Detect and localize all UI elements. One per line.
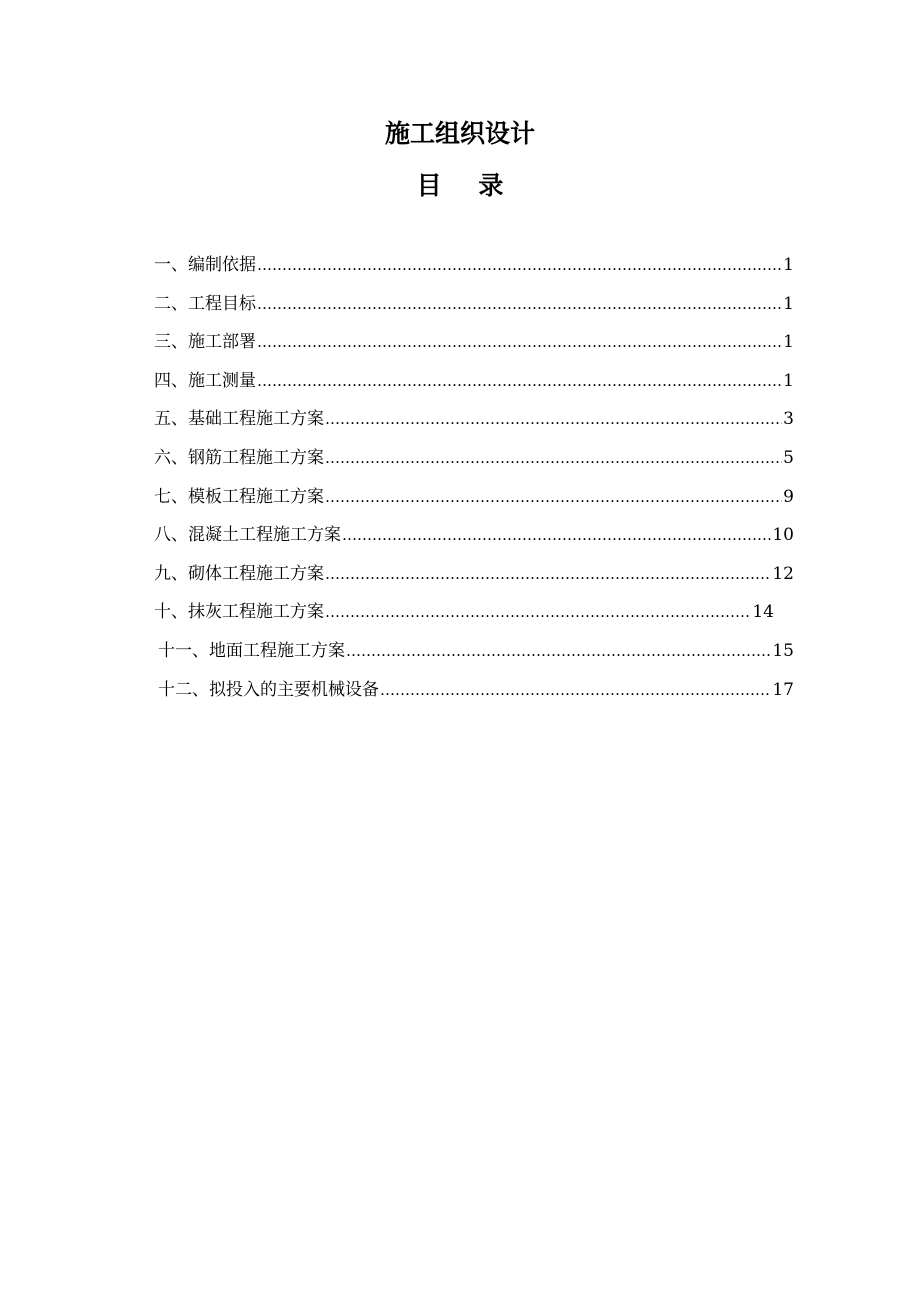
- dot-leader: [380, 671, 771, 710]
- toc-entry-label: 二、工程目标: [154, 293, 256, 314]
- toc-entry[interactable]: [154, 439, 794, 478]
- toc-entry[interactable]: [154, 555, 794, 594]
- dot-leader: [346, 632, 771, 671]
- toc-entry[interactable]: [154, 246, 794, 285]
- dot-leader: [257, 323, 782, 362]
- toc-entry[interactable]: [154, 478, 794, 517]
- dot-leader: [257, 285, 782, 324]
- toc-entry-label: 一、编制依据: [154, 255, 256, 275]
- toc-entry[interactable]: [154, 362, 794, 401]
- toc-entry-page-number: 5: [783, 447, 794, 468]
- toc-entry-page-number: 1: [783, 332, 794, 353]
- dot-leader: [325, 593, 751, 632]
- toc-entry-label: 十二、拟投入的主要机械设备: [158, 679, 379, 700]
- toc-entry-page-number: 15: [772, 640, 794, 661]
- toc-entry[interactable]: [154, 400, 794, 439]
- dot-leader: [325, 478, 782, 517]
- toc-entry-page-number: 1: [783, 370, 794, 391]
- toc-entry-page-number: 12: [772, 563, 794, 584]
- toc-entry-label: 七、模板工程施工方案: [154, 486, 324, 507]
- toc-entry-page-number: 1: [783, 255, 794, 275]
- toc-entry-label: 九、砌体工程施工方案: [154, 563, 324, 584]
- toc-entry[interactable]: [154, 593, 794, 632]
- toc-entry-label: 五、基础工程施工方案: [154, 409, 324, 430]
- document-title: 施工组织设计: [384, 119, 535, 148]
- dot-leader: [257, 246, 782, 285]
- toc-heading: 目 录: [416, 171, 504, 200]
- dot-leader: [325, 400, 782, 439]
- toc-entry-label: 三、施工部署: [154, 332, 256, 353]
- toc-entry-page-number: 3: [783, 409, 794, 430]
- dot-leader: [257, 362, 782, 401]
- toc-entry-label: 十、抹灰工程施工方案: [154, 602, 324, 623]
- toc-entry[interactable]: [154, 516, 794, 555]
- dot-leader: [325, 439, 782, 478]
- dot-leader: [342, 516, 771, 555]
- table-of-contents: [154, 246, 794, 709]
- toc-entry-page-number: 1: [783, 293, 794, 314]
- toc-entry-label: 四、施工测量: [154, 370, 256, 391]
- toc-entry[interactable]: [154, 671, 794, 710]
- toc-entry-label: 八、混凝土工程施工方案: [154, 525, 341, 546]
- toc-entry-page-number: 10: [772, 525, 794, 546]
- toc-entry-label: 六、钢筋工程施工方案: [154, 447, 324, 468]
- dot-leader: [325, 555, 771, 594]
- toc-entry-page-number: 14: [752, 602, 774, 623]
- toc-entry-page-number: 17: [772, 679, 794, 700]
- toc-entry[interactable]: [154, 323, 794, 362]
- toc-entry[interactable]: [154, 285, 794, 324]
- toc-entry-page-number: 9: [783, 486, 794, 507]
- toc-entry[interactable]: [154, 632, 794, 671]
- toc-entry-label: 十一、地面工程施工方案: [158, 640, 345, 661]
